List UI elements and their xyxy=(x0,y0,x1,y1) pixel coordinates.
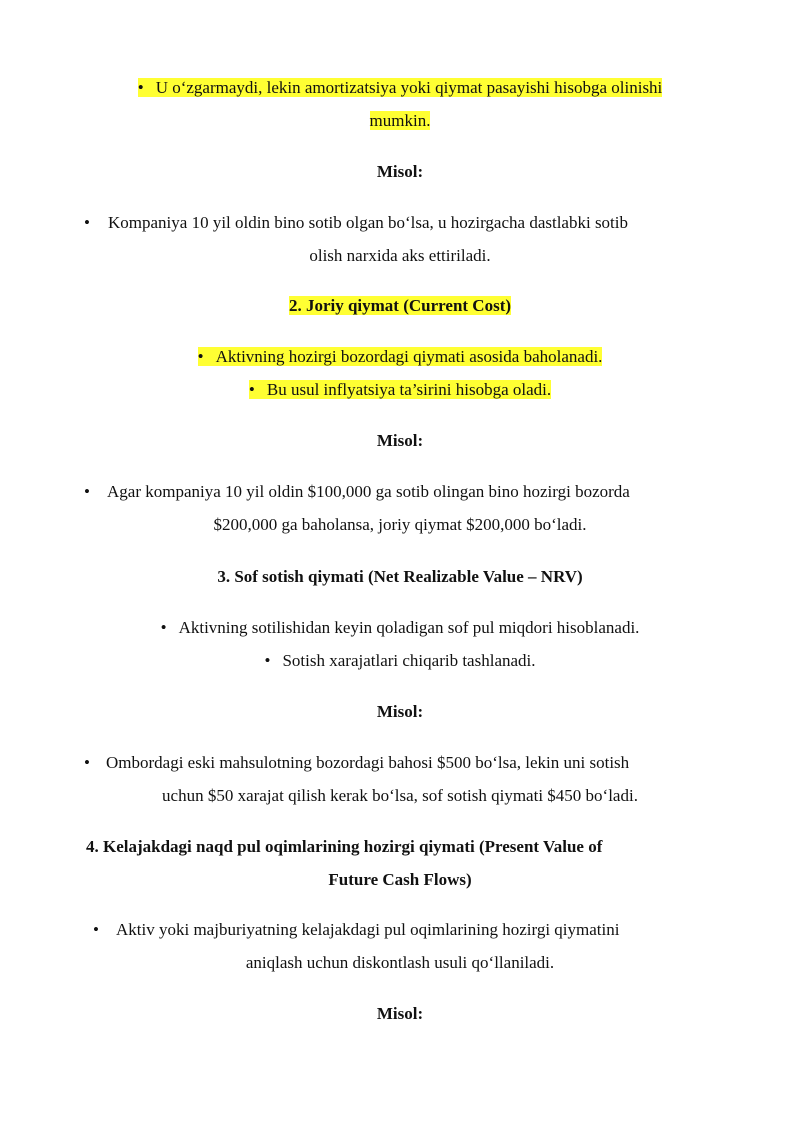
bullet-text: Ombordagi eski mahsulotning bozordagi bahosi $500 bo‘lsa, lekin uni sotish xyxy=(106,753,630,772)
bullet-item xyxy=(0,76,800,100)
bullet-continuation: olish narxida aks ettiriladi. xyxy=(309,246,491,265)
bullet-text: Bu usul inflyatsiya ta’sirini hisobga oladi. xyxy=(266,380,552,399)
example-label: Misol: xyxy=(376,431,424,450)
example-label: Misol: xyxy=(376,702,424,721)
bullet-text: U o‘zgarmaydi, lekin amortizatsiya yoki qiymat pasayishi hisobga olinishi xyxy=(155,78,663,97)
bullet-item xyxy=(0,649,800,673)
bullet-icon: • xyxy=(84,213,90,232)
example-label: Misol: xyxy=(376,1004,424,1023)
bullet-icon: • xyxy=(264,651,271,670)
section-heading-text: 4. Kelajakdagi naqd pul oqimlarining hozirgi qiymati (Present Value of xyxy=(86,837,603,856)
bullet-item xyxy=(0,378,800,402)
section-heading: 3. Sof sotish qiymati (Net Realizable Value – NRV) xyxy=(217,567,583,586)
bullet-continuation: aniqlash uchun diskontlash usuli qo‘llaniladi. xyxy=(245,953,555,972)
bullet-text: Aktivning hozirgi bozordagi qiymati asosida baholanadi. xyxy=(215,347,603,366)
bullet-text: Kompaniya 10 yil oldin bino sotib olgan bo‘lsa, u hozirgacha dastlabki sotib xyxy=(108,213,629,232)
bullet-icon: • xyxy=(84,482,90,501)
section-heading xyxy=(0,294,800,318)
bullet-icon: • xyxy=(84,753,90,772)
bullet-continuation: uchun $50 xarajat qilish kerak bo‘lsa, sof sotish qiymati $450 bo‘ladi. xyxy=(162,786,638,805)
bullet-icon: • xyxy=(248,380,255,399)
bullet-item xyxy=(0,616,800,640)
bullet-text: Agar kompaniya 10 yil oldin $100,000 ga sotib olingan bino hozirgi bozorda xyxy=(107,482,630,501)
bullet-text: Sotish xarajatlari chiqarib tashlanadi. xyxy=(282,651,536,670)
section-heading-continuation: Future Cash Flows) xyxy=(328,870,472,889)
bullet-icon: • xyxy=(160,618,167,637)
bullet-icon: • xyxy=(137,78,144,97)
bullet-text: Aktivning sotilishidan keyin qoladigan sof pul miqdori hisoblanadi. xyxy=(178,618,640,637)
bullet-continuation: $200,000 ga baholansa, joriy qiymat $200,000 bo‘ladi. xyxy=(213,515,587,534)
bullet-icon: • xyxy=(93,920,99,939)
section-heading-text: 2. Joriy qiymat (Current Cost) xyxy=(288,296,512,315)
bullet-text: Aktiv yoki majburiyatning kelajakdagi pul oqimlarining hozirgi qiymatini xyxy=(116,920,620,939)
bullet-item xyxy=(0,345,800,369)
example-label: Misol: xyxy=(376,162,424,181)
bullet-continuation xyxy=(0,109,800,133)
bullet-text: mumkin. xyxy=(369,111,431,130)
bullet-icon: • xyxy=(197,347,204,366)
